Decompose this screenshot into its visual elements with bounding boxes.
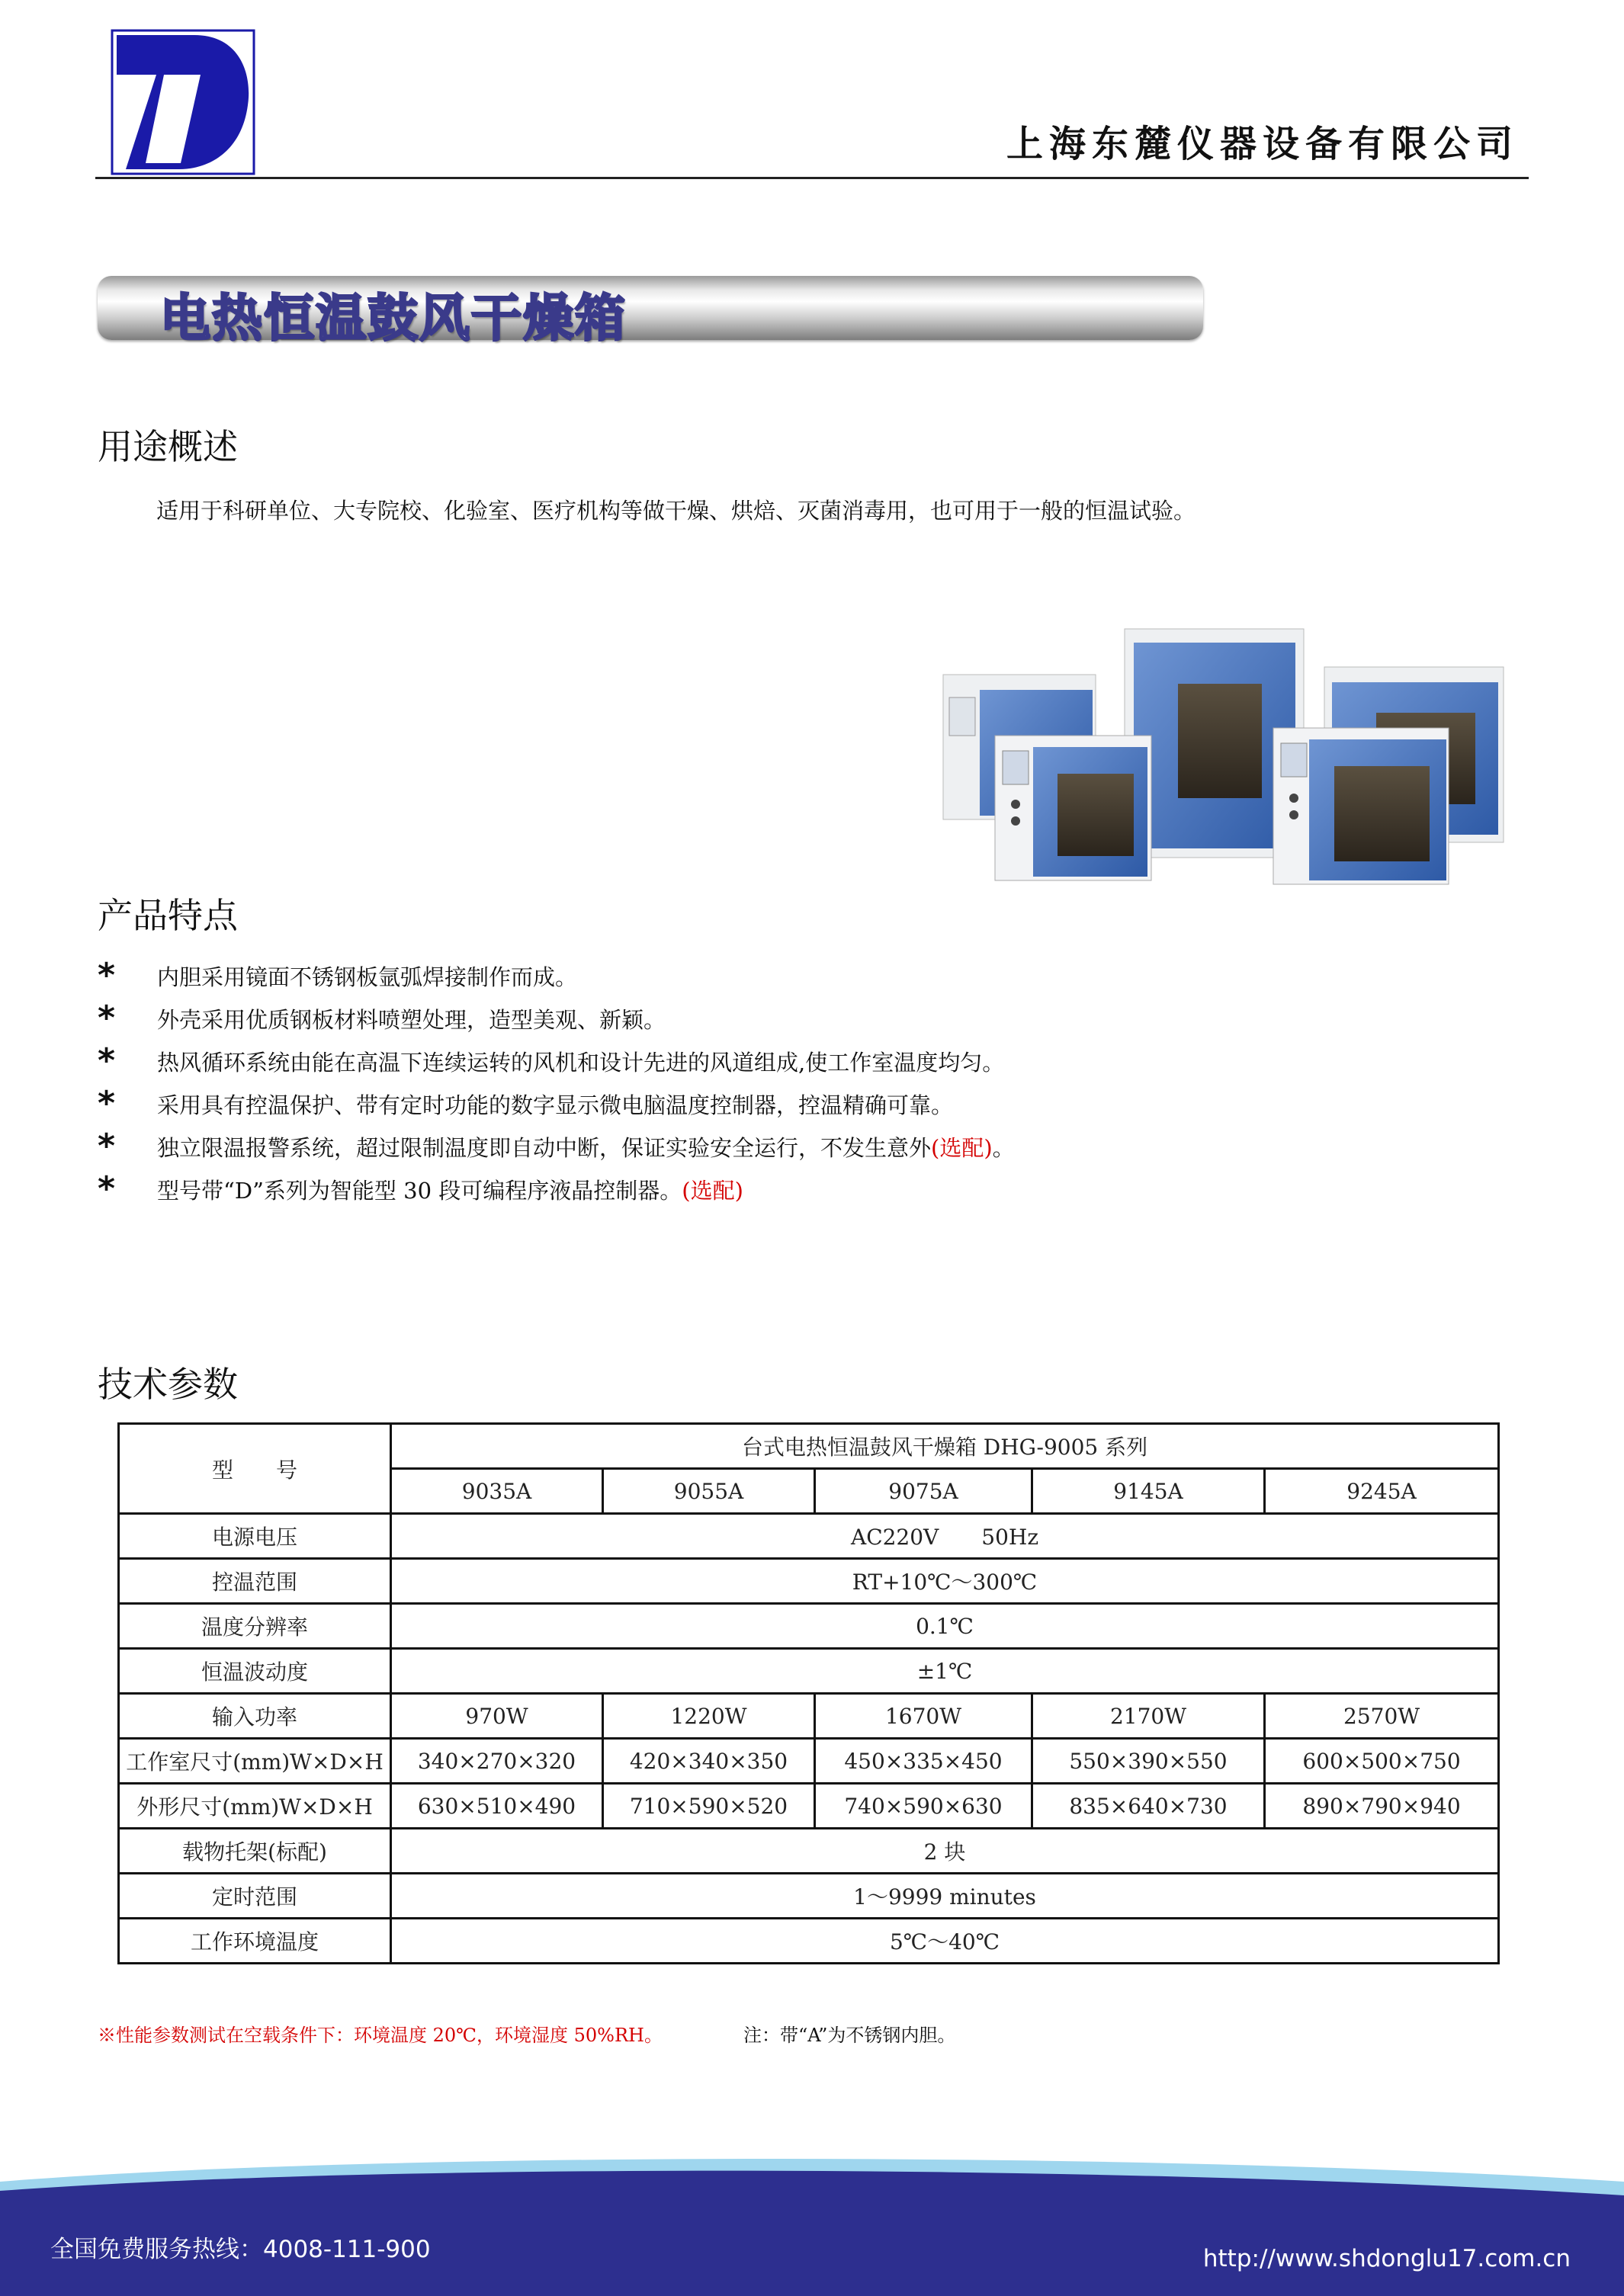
model-label-cell: 型 号	[119, 1424, 391, 1514]
row-value: 630×510×490	[391, 1784, 603, 1829]
usage-text: 适用于科研单位、大专院校、化验室、医疗机构等做干燥、烘焙、灭菌消毒用，也可用于一般的恒温试验。	[156, 498, 1196, 524]
row-value: 2 块	[391, 1829, 1499, 1874]
feature-item: * 热风循环系统由能在高温下连续运转的风机和设计先进的风道组成,使工作室温度均匀。	[98, 1041, 1005, 1080]
row-label: 输入功率	[119, 1694, 391, 1739]
row-value: RT+10℃～300℃	[391, 1559, 1499, 1604]
row-value: 1220W	[603, 1694, 815, 1739]
table-row	[119, 1559, 1499, 1604]
model-cell: 9055A	[603, 1469, 815, 1514]
row-label: 控温范围	[119, 1559, 391, 1604]
table-row	[119, 1604, 1499, 1649]
row-label: 温度分辨率	[119, 1604, 391, 1649]
features-heading: 产品特点	[98, 895, 238, 936]
hotline-text: 全国免费服务热线：4008-111-900	[50, 2236, 431, 2263]
row-value: 835×640×730	[1032, 1784, 1265, 1829]
row-value: 710×590×520	[603, 1784, 815, 1829]
row-label: 恒温波动度	[119, 1649, 391, 1694]
table-row	[119, 1829, 1499, 1874]
row-value: AC220V 50Hz	[391, 1514, 1499, 1559]
company-name: 上海东麓仪器设备有限公司	[1006, 123, 1519, 165]
row-value: ±1℃	[391, 1649, 1499, 1694]
row-value: 2170W	[1032, 1694, 1265, 1739]
star-bullet-icon: *	[98, 1084, 116, 1123]
model-cell: 9035A	[391, 1469, 603, 1514]
row-label: 工作室尺寸(mm)W×D×H	[119, 1739, 391, 1784]
website-link[interactable]: http://www.shdonglu17.com.cn	[1202, 2245, 1571, 2272]
row-value: 5℃～40℃	[391, 1919, 1499, 1964]
model-cell: 9145A	[1032, 1469, 1265, 1514]
table-row	[119, 1694, 1499, 1739]
row-value: 550×390×550	[1032, 1739, 1265, 1784]
row-value: 600×500×750	[1265, 1739, 1499, 1784]
feature-item: * 采用具有控温保护、带有定时功能的数字显示微电脑温度控制器，控温精确可靠。	[98, 1084, 954, 1123]
table-row	[119, 1514, 1499, 1559]
table-row	[119, 1874, 1499, 1919]
product-photo	[934, 621, 1513, 888]
row-value: 2570W	[1265, 1694, 1499, 1739]
row-label: 载物托架(标配)	[119, 1829, 391, 1874]
row-value: 0.1℃	[391, 1604, 1499, 1649]
star-bullet-icon: *	[98, 956, 116, 995]
row-label: 定时范围	[119, 1874, 391, 1919]
row-value: 970W	[391, 1694, 603, 1739]
star-bullet-icon: *	[98, 1127, 116, 1166]
test-condition-note: ※性能参数测试在空载条件下：环境温度 20℃，环境湿度 50%RH。	[98, 2025, 663, 2046]
row-value: 740×590×630	[815, 1784, 1032, 1829]
usage-heading: 用途概述	[98, 426, 238, 467]
row-label: 工作环境温度	[119, 1919, 391, 1964]
spec-table	[117, 1422, 1500, 1964]
table-row	[119, 1424, 1499, 1469]
row-value: 890×790×940	[1265, 1784, 1499, 1829]
star-bullet-icon: *	[98, 999, 116, 1037]
feature-item: * 内胆采用镜面不锈钢板氩弧焊接制作而成。	[98, 956, 578, 995]
specs-heading: 技术参数	[98, 1364, 238, 1405]
header-divider	[95, 177, 1529, 179]
feature-item: * 型号带“D”系列为智能型 30 段可编程序液晶控制器。 (选配)	[98, 1169, 743, 1208]
row-value: 1～9999 minutes	[391, 1874, 1499, 1919]
table-row	[119, 1919, 1499, 1964]
row-value: 340×270×320	[391, 1739, 603, 1784]
optional-tag: (选配)	[931, 1134, 993, 1161]
table-row	[119, 1784, 1499, 1829]
table-row	[119, 1739, 1499, 1784]
oven-front-left	[995, 736, 1151, 880]
star-bullet-icon: *	[98, 1169, 116, 1208]
star-bullet-icon: *	[98, 1041, 116, 1080]
row-value: 420×340×350	[603, 1739, 815, 1784]
row-label: 电源电压	[119, 1514, 391, 1559]
row-value: 450×335×450	[815, 1739, 1032, 1784]
company-logo	[111, 29, 255, 175]
product-title: 电热恒温鼓风干燥箱	[160, 289, 627, 348]
feature-item: * 独立限温报警系统，超过限制温度即自动中断，保证实验安全运行，不发生意外 (选配) 。	[98, 1127, 1015, 1166]
stainless-note: 注：带“A”为不锈钢内胆。	[743, 2025, 956, 2046]
footer-wave	[0, 2151, 1624, 2296]
model-cell: 9245A	[1265, 1469, 1499, 1514]
feature-item: * 外壳采用优质钢板材料喷塑处理，造型美观、新颖。	[98, 999, 666, 1037]
optional-tag: (选配)	[682, 1177, 743, 1204]
row-value: 1670W	[815, 1694, 1032, 1739]
oven-front-right	[1273, 728, 1449, 884]
row-label: 外形尺寸(mm)W×D×H	[119, 1784, 391, 1829]
series-title-cell: 台式电热恒温鼓风干燥箱 DHG-9005 系列	[391, 1424, 1499, 1469]
model-cell: 9075A	[815, 1469, 1032, 1514]
table-row	[119, 1649, 1499, 1694]
